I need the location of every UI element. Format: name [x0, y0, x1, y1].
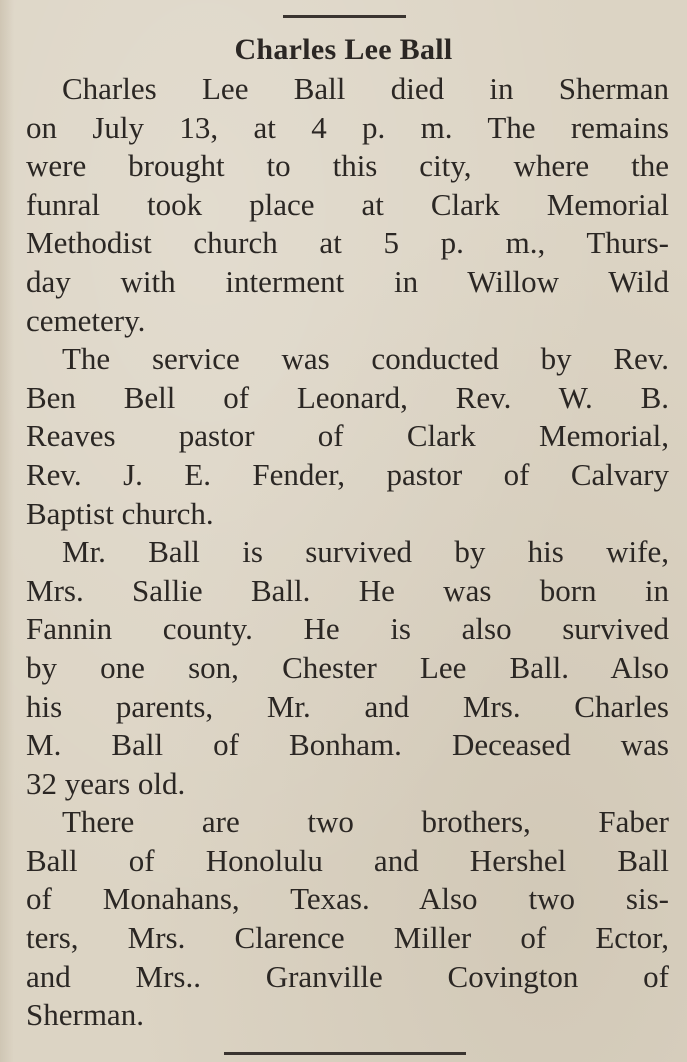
- text-line: were brought to this city, where the: [26, 148, 669, 184]
- text-line: ters, Mrs. Clarence Miller of Ector,: [26, 920, 669, 956]
- text-line: Mr. Ball is survived by his wife,: [62, 534, 669, 570]
- paper-edge: [0, 0, 14, 1062]
- text-line: Baptist church.: [26, 495, 214, 531]
- headline: Charles Lee Ball: [234, 33, 453, 66]
- text-line: day with interment in Willow Wild: [26, 263, 669, 299]
- text-line: of Monahans, Texas. Also two sis-: [26, 881, 669, 917]
- text-line: Charles Lee Ball died in Sherman: [62, 71, 669, 106]
- text-line: and Mrs.. Granville Covington of: [26, 958, 669, 994]
- bottom-rule: [224, 1052, 466, 1055]
- text-line: cemetery.: [26, 302, 146, 338]
- text-line: Rev. J. E. Fender, pastor of Calvary: [26, 456, 669, 492]
- text-line: by one son, Chester Lee Ball. Also: [26, 649, 669, 685]
- text-line: Reaves pastor of Clark Memorial,: [26, 418, 669, 454]
- text-line: Fannin county. He is also survived: [26, 611, 669, 647]
- text-line: M. Ball of Bonham. Deceased was: [26, 727, 669, 763]
- text-line: Ben Bell of Leonard, Rev. W. B.: [26, 379, 669, 415]
- text-line: funral took place at Clark Memorial: [26, 186, 669, 222]
- text-line: Mrs. Sallie Ball. He was born in: [26, 572, 669, 608]
- text-line: The service was conducted by Rev.: [62, 341, 669, 377]
- text-line: Methodist church at 5 p. m., Thurs-: [26, 225, 669, 261]
- text-line: Sherman.: [26, 997, 144, 1033]
- text-line: Ball of Honolulu and Hershel Ball: [26, 842, 669, 878]
- article-body: [26, 70, 669, 1035]
- top-rule: [283, 15, 406, 18]
- text-line: 32 years old.: [26, 765, 186, 801]
- text-line: his parents, Mr. and Mrs. Charles: [26, 688, 669, 724]
- text-line: There are two brothers, Faber: [62, 804, 669, 840]
- text-line: on July 13, at 4 p. m. The remains: [26, 109, 669, 145]
